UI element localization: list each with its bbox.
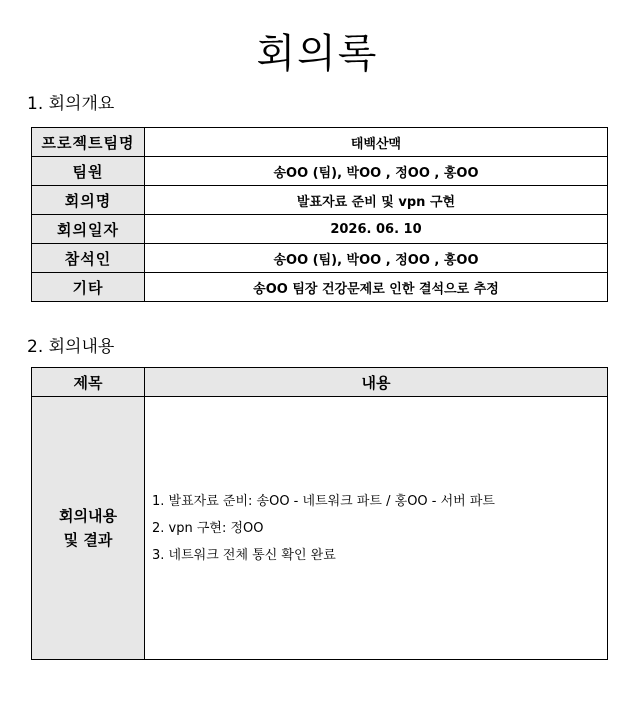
table-row (32, 128, 608, 157)
row-label-project-team: 프로젝트팀명 (32, 128, 145, 157)
table-row (32, 157, 608, 186)
table-row (32, 215, 608, 244)
meeting-content-table (31, 367, 608, 660)
table-row (32, 397, 608, 660)
section-heading-content: 2. 회의내용 (27, 337, 115, 357)
row-label-etc: 기타 (32, 273, 145, 302)
table-row (32, 273, 608, 302)
content-row-label (32, 397, 145, 660)
content-row-body (145, 397, 608, 660)
meeting-overview-table (31, 127, 608, 302)
section-heading-overview: 1. 회의개요 (27, 94, 115, 114)
row-value-members: 송OO (팀), 박OO , 정OO , 홍OO (145, 157, 608, 186)
table-header-row (32, 368, 608, 397)
row-label-meeting-date: 회의일자 (32, 215, 145, 244)
row-label-attendees: 참석인 (32, 244, 145, 273)
row-value-attendees: 송OO (팀), 박OO , 정OO , 홍OO (145, 244, 608, 273)
document-title: 회의록 (256, 31, 379, 77)
row-value-etc: 송OO 팀장 건강문제로 인한 결석으로 추정 (145, 273, 608, 302)
content-label-line2: 및 결과 (63, 531, 113, 549)
row-value-meeting-date: 2026. 06. 10 (145, 215, 608, 244)
table-row (32, 186, 608, 215)
table-row (32, 244, 608, 273)
content-label-line1: 회의내용 (59, 507, 117, 525)
row-value-meeting-name: 발표자료 준비 및 vpn 구현 (145, 186, 608, 215)
list-item: 3. 네트워크 전체 통신 확인 완료 (152, 547, 336, 563)
row-value-project-team: 태백산맥 (145, 128, 608, 157)
column-header-title: 제목 (32, 368, 145, 397)
row-label-meeting-name: 회의명 (32, 186, 145, 215)
row-label-members: 팀원 (32, 157, 145, 186)
list-item: 1. 발표자료 준비: 송OO - 네트워크 파트 / 홍OO - 서버 파트 (152, 493, 495, 509)
column-header-content: 내용 (145, 368, 608, 397)
list-item: 2. vpn 구현: 정OO (152, 520, 264, 536)
